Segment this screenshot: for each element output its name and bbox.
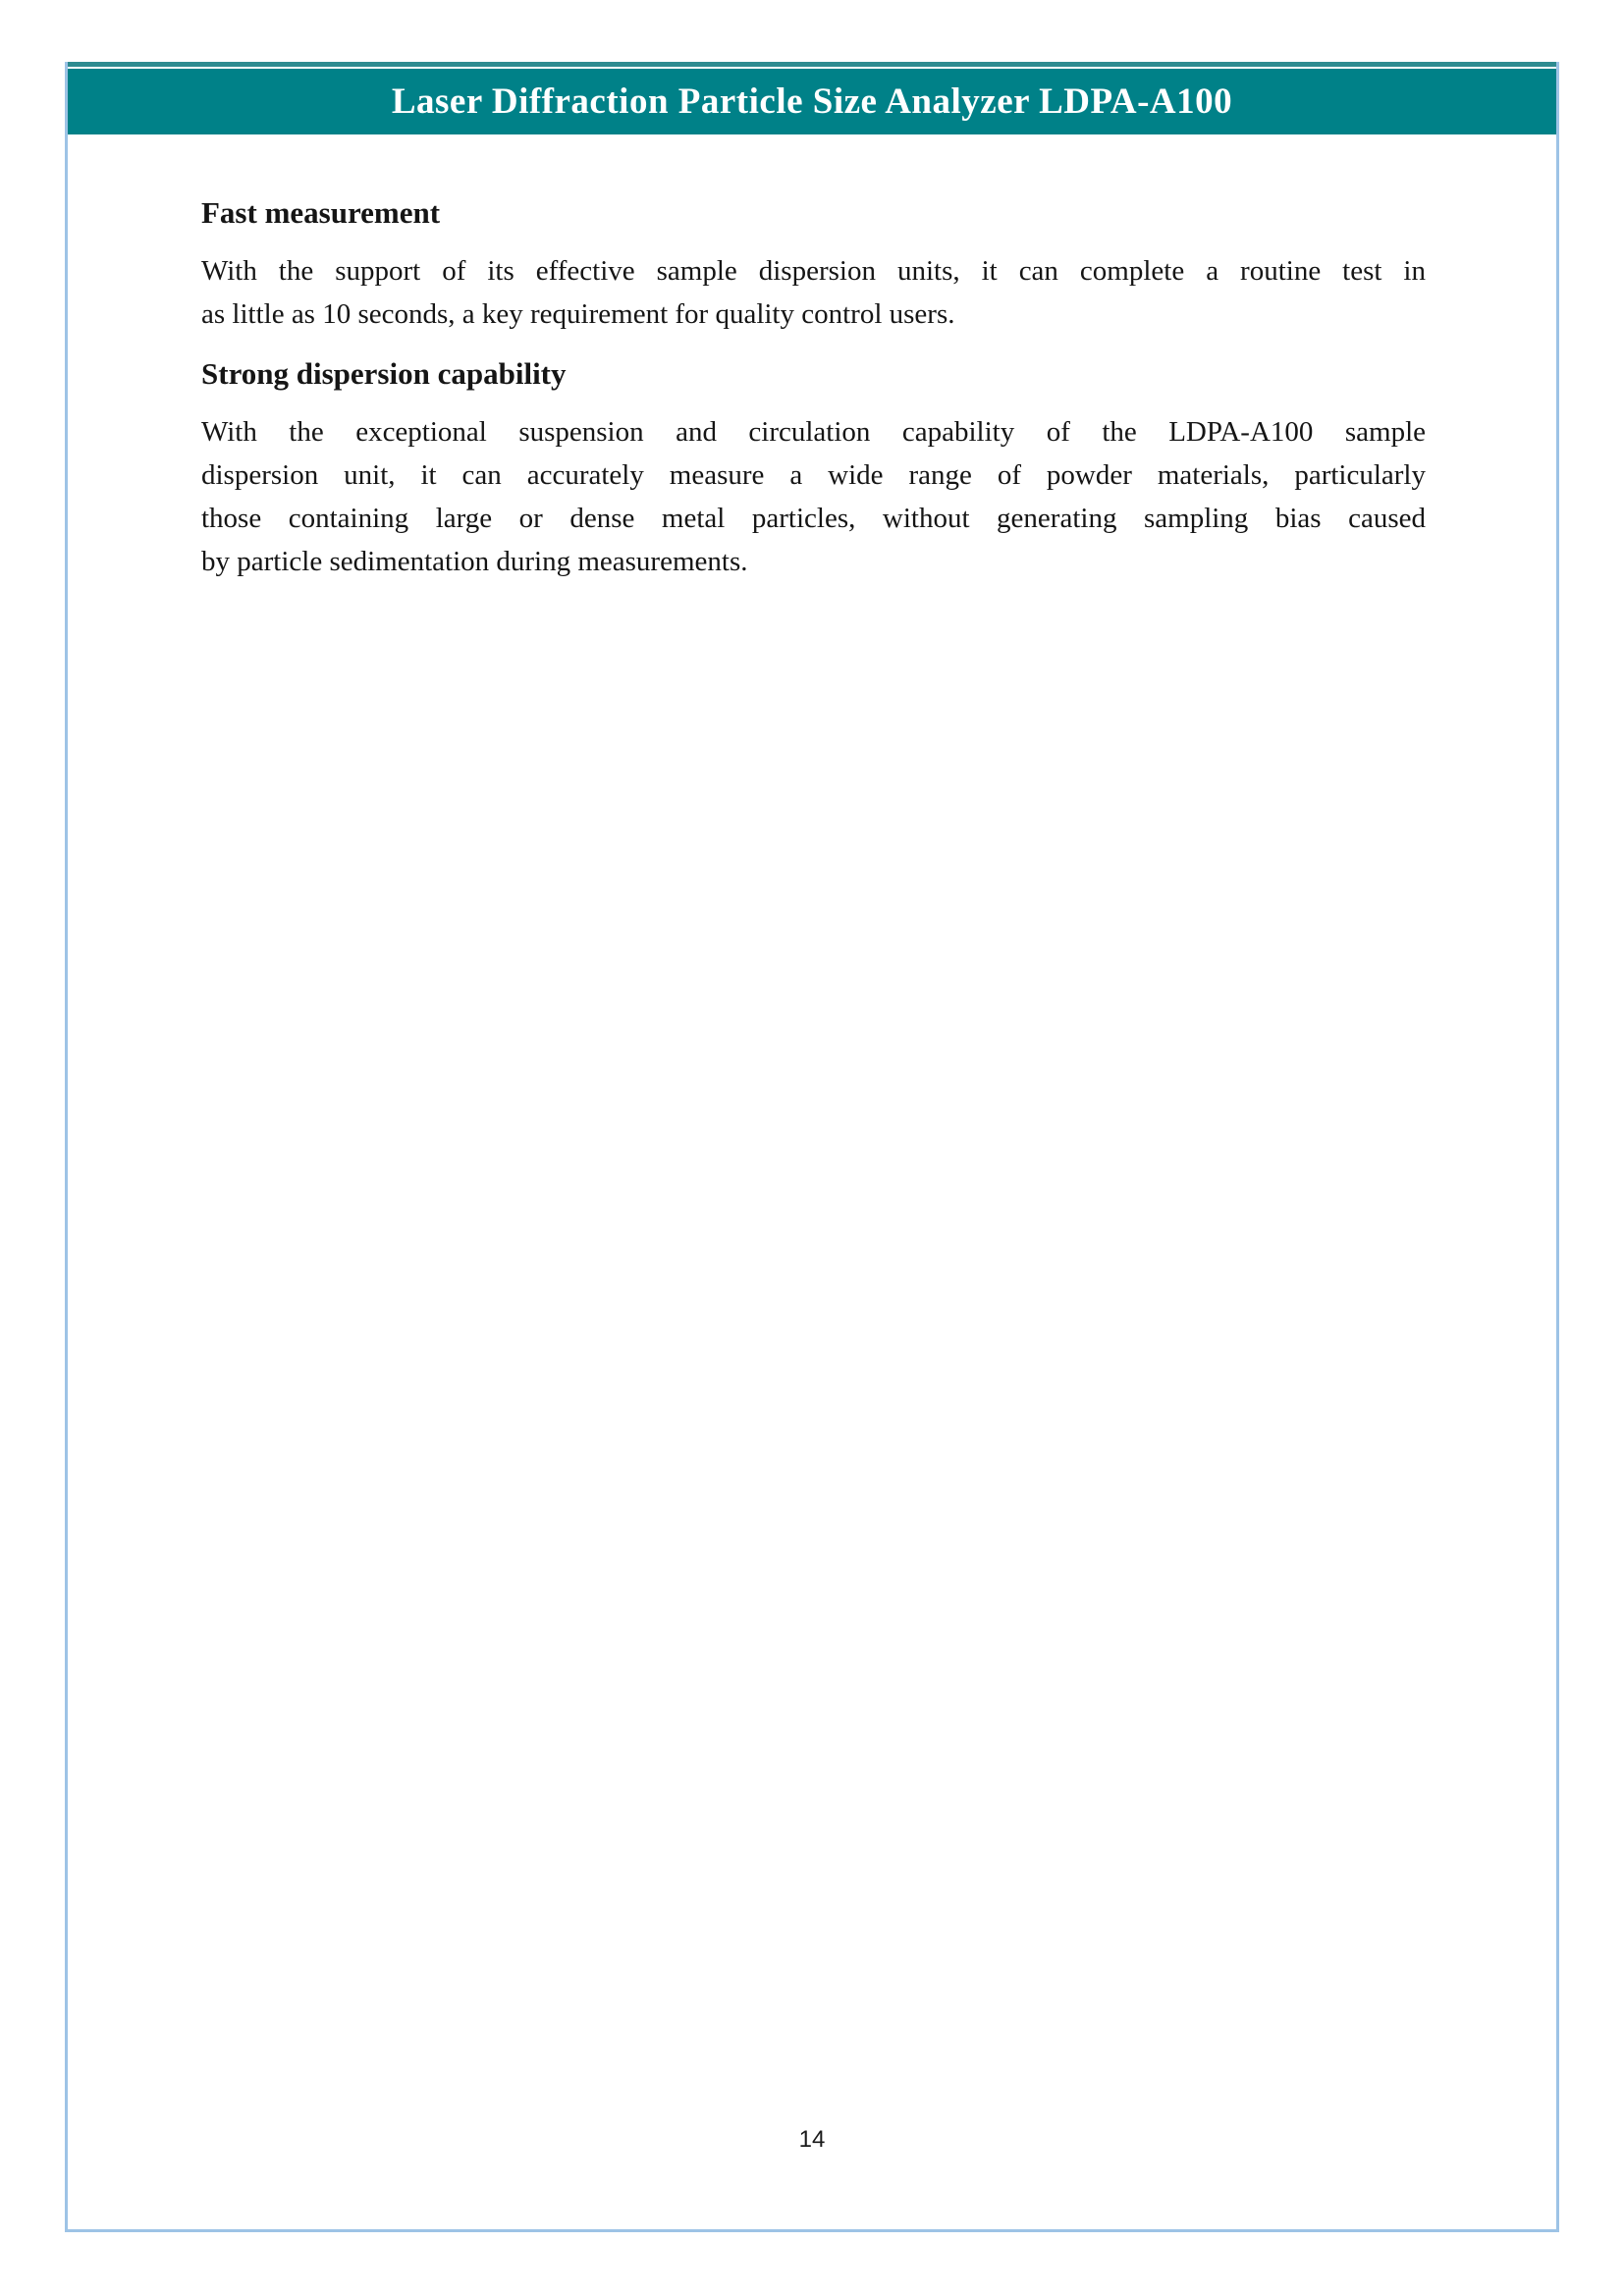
section-heading-strong-dispersion: Strong dispersion capability	[201, 356, 567, 391]
paragraph-strong-dispersion	[201, 410, 1426, 583]
document-body	[68, 134, 1556, 583]
paragraph-fast-measurement	[201, 249, 1426, 336]
header-banner-fill	[68, 69, 1556, 134]
section-heading-fast-measurement: Fast measurement	[201, 195, 441, 230]
header-banner	[68, 62, 1556, 134]
paragraph-line: dispersion unit, it can accurately measure a wide range of powder materials, particularly	[201, 459, 1426, 491]
paragraph-line: those containing large or dense metal particles, without generating sampling bias caused	[201, 503, 1426, 534]
paragraph-line: With the exceptional suspension and circulation capability of the LDPA-A100 sample	[201, 416, 1426, 448]
page-border-box	[65, 62, 1559, 2232]
page-number: 14	[798, 2126, 826, 2153]
paragraph-line: as little as 10 seconds, a key requirement for quality control users.	[201, 298, 955, 330]
paragraph-line: With the support of its effective sample dispersion units, it can complete a routine test in	[201, 255, 1426, 287]
paragraph-line: by particle sedimentation during measurements.	[201, 546, 748, 577]
page-title: Laser Diffraction Particle Size Analyzer LDPA-A100	[391, 81, 1233, 122]
